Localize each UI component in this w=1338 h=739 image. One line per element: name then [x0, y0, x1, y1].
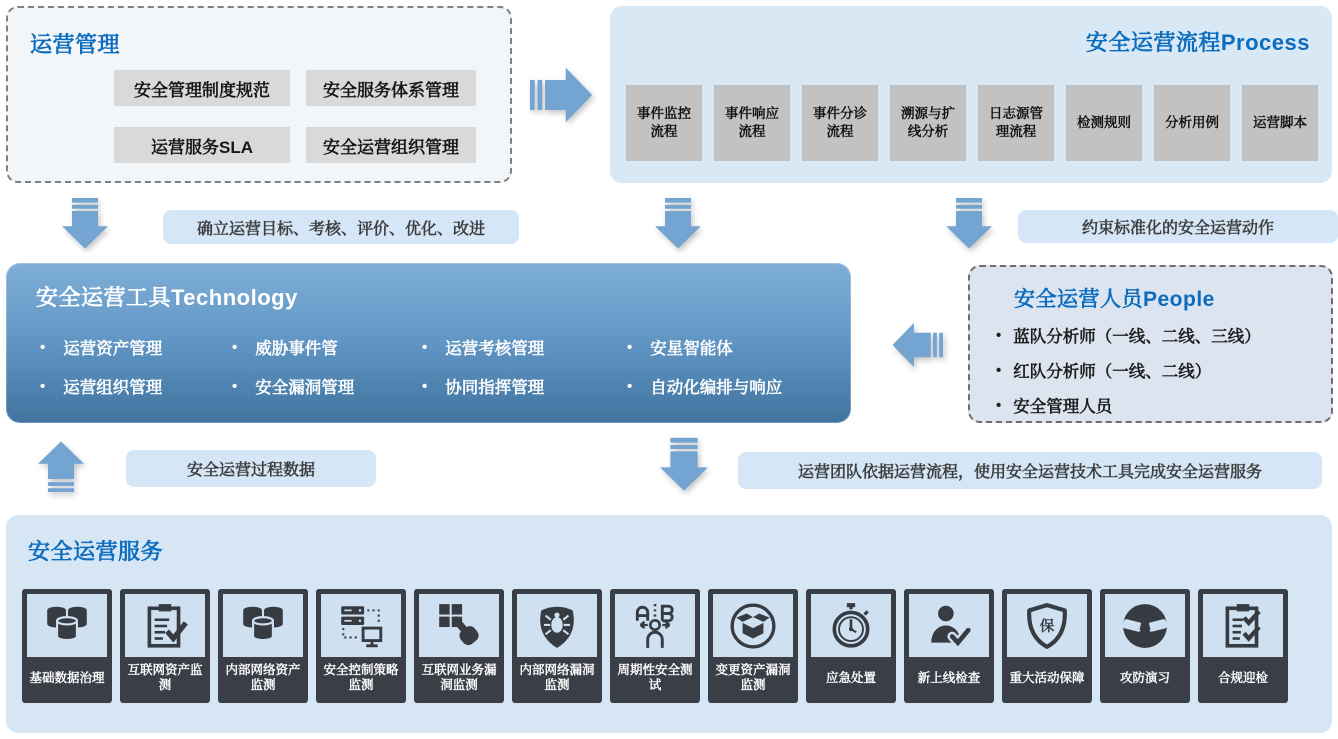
service-card-label: 新上线检查: [917, 670, 981, 685]
management-item-service-system: 安全服务体系管理: [306, 70, 476, 106]
arrow-down-icon: [946, 198, 992, 250]
arrow-up-icon: [38, 436, 84, 496]
process-item-triage: 事件分诊流程: [802, 85, 878, 161]
people-item-red-team: • 红队分析师（一线、二线）: [996, 358, 1261, 382]
service-card-label: 攻防演习: [1119, 670, 1170, 685]
service-card-periodic-testing: [610, 589, 700, 703]
tech-item-ai-agent: • 安星智能体: [627, 335, 842, 359]
tech-item-soar: • 自动化编排与响应: [627, 374, 842, 398]
tech-item-org-mgmt: • 运营组织管理: [40, 374, 232, 398]
clipboard-double-check-icon: [1218, 601, 1268, 651]
shield-bug-icon: [532, 601, 582, 651]
service-card-label: 内部网络漏洞监测: [519, 663, 595, 692]
service-card-label: 安全控制策略监测: [323, 663, 399, 692]
service-card-label: 重大活动保障: [1009, 670, 1085, 685]
process-title: 安全运营流程Process: [1085, 30, 1310, 55]
management-items: [114, 70, 476, 163]
service-card-internal-asset-monitoring: [218, 589, 308, 703]
service-card-compliance-inspection: [1198, 589, 1288, 703]
process-item-detection-rules: 检测规则: [1066, 85, 1142, 161]
arrow-left-icon: [891, 321, 943, 369]
service-card-attack-defense-drill: [1100, 589, 1190, 703]
tech-item-asset-mgmt: • 运营资产管理: [40, 335, 232, 359]
process-panel: [610, 6, 1332, 183]
people-items: [996, 323, 1261, 417]
tech-item-command-mgmt: • 协同指挥管理: [422, 374, 627, 398]
technology-items: [40, 335, 842, 398]
grid-hand-icon: [434, 601, 484, 651]
management-item-policy: 安全管理制度规范: [114, 70, 290, 106]
technology-title: 安全运营工具Technology: [36, 285, 298, 310]
service-card-label: 互联网资产监测: [127, 663, 203, 692]
tech-item-vuln-mgmt: • 安全漏洞管理: [232, 374, 422, 398]
clipboard-check-icon: [140, 601, 190, 651]
service-card-internet-vuln-monitoring: [414, 589, 504, 703]
tech-item-assessment-mgmt: • 运营考核管理: [422, 335, 627, 359]
arrow-down-icon: [660, 434, 708, 496]
services-panel: [6, 515, 1332, 733]
service-card-internet-asset-monitoring: [120, 589, 210, 703]
people-panel: [968, 265, 1333, 423]
management-panel: [6, 6, 512, 183]
service-card-new-launch-check: [904, 589, 994, 703]
technology-panel: [6, 263, 851, 423]
services-title: 安全运营服务: [28, 539, 164, 564]
process-item-monitoring: 事件监控流程: [626, 85, 702, 161]
service-card-label: 内部网络资产监测: [225, 663, 301, 692]
service-card-change-vuln-monitoring: [708, 589, 798, 703]
shield-bao-text: 保: [1039, 618, 1055, 635]
process-item-response: 事件响应流程: [714, 85, 790, 161]
person-check-icon: [924, 601, 974, 651]
ab-test-icon: [630, 601, 680, 651]
database-icon: [42, 601, 92, 651]
tech-item-threat-event: • 威胁事件管: [232, 335, 422, 359]
service-card-internal-vuln-monitoring: [512, 589, 602, 703]
stopwatch-icon: [826, 601, 876, 651]
service-card-policy-monitoring: [316, 589, 406, 703]
process-item-analysis-cases: 分析用例: [1154, 85, 1230, 161]
people-item-blue-team: • 蓝队分析师（一线、二线、三线）: [996, 323, 1261, 347]
management-title: 运营管理: [30, 32, 121, 57]
service-card-data-governance: [22, 589, 112, 703]
service-card-label: 变更资产漏洞监测: [715, 663, 791, 692]
process-items: [626, 85, 1318, 161]
service-card-emergency-response: [806, 589, 896, 703]
flow-label-services-down: 运营团队依据运营流程，使用安全运营技术工具完成安全运营服务: [738, 452, 1322, 489]
arrow-right-icon: [530, 64, 594, 126]
process-item-scripts: 运营脚本: [1242, 85, 1318, 161]
service-card-label: 基础数据治理: [29, 670, 105, 685]
arrow-down-icon: [655, 198, 701, 250]
server-monitor-icon: [336, 601, 386, 651]
people-item-security-manager: • 安全管理人员: [996, 393, 1261, 417]
arrow-down-icon: [62, 198, 108, 250]
service-card-label: 合规迎检: [1217, 670, 1268, 685]
database-icon: [238, 601, 288, 651]
shield-bao-icon: [1022, 601, 1072, 651]
process-item-traceback: 溯源与扩线分析: [890, 85, 966, 161]
process-item-logsource: 日志源管理流程: [978, 85, 1054, 161]
service-card-label: 周期性安全测试: [617, 663, 693, 692]
management-item-sla: 运营服务SLA: [114, 127, 290, 163]
flow-label-mgmt-down: 确立运营目标、考核、评价、优化、改进: [163, 210, 519, 244]
flow-label-process-down: 约束标准化的安全运营动作: [1018, 210, 1338, 243]
service-card-label: 应急处置: [825, 670, 876, 685]
handshake-icon: [1120, 601, 1170, 651]
service-card-major-event-support: [1002, 589, 1092, 703]
people-title: 安全运营人员People: [1014, 288, 1215, 311]
flow-label-tech-up: 安全运营过程数据: [126, 450, 376, 487]
service-card-label: 互联网业务漏洞监测: [421, 663, 497, 692]
management-item-org: 安全运营组织管理: [306, 127, 476, 163]
service-cards: [22, 589, 1288, 703]
package-box-icon: [728, 601, 778, 651]
